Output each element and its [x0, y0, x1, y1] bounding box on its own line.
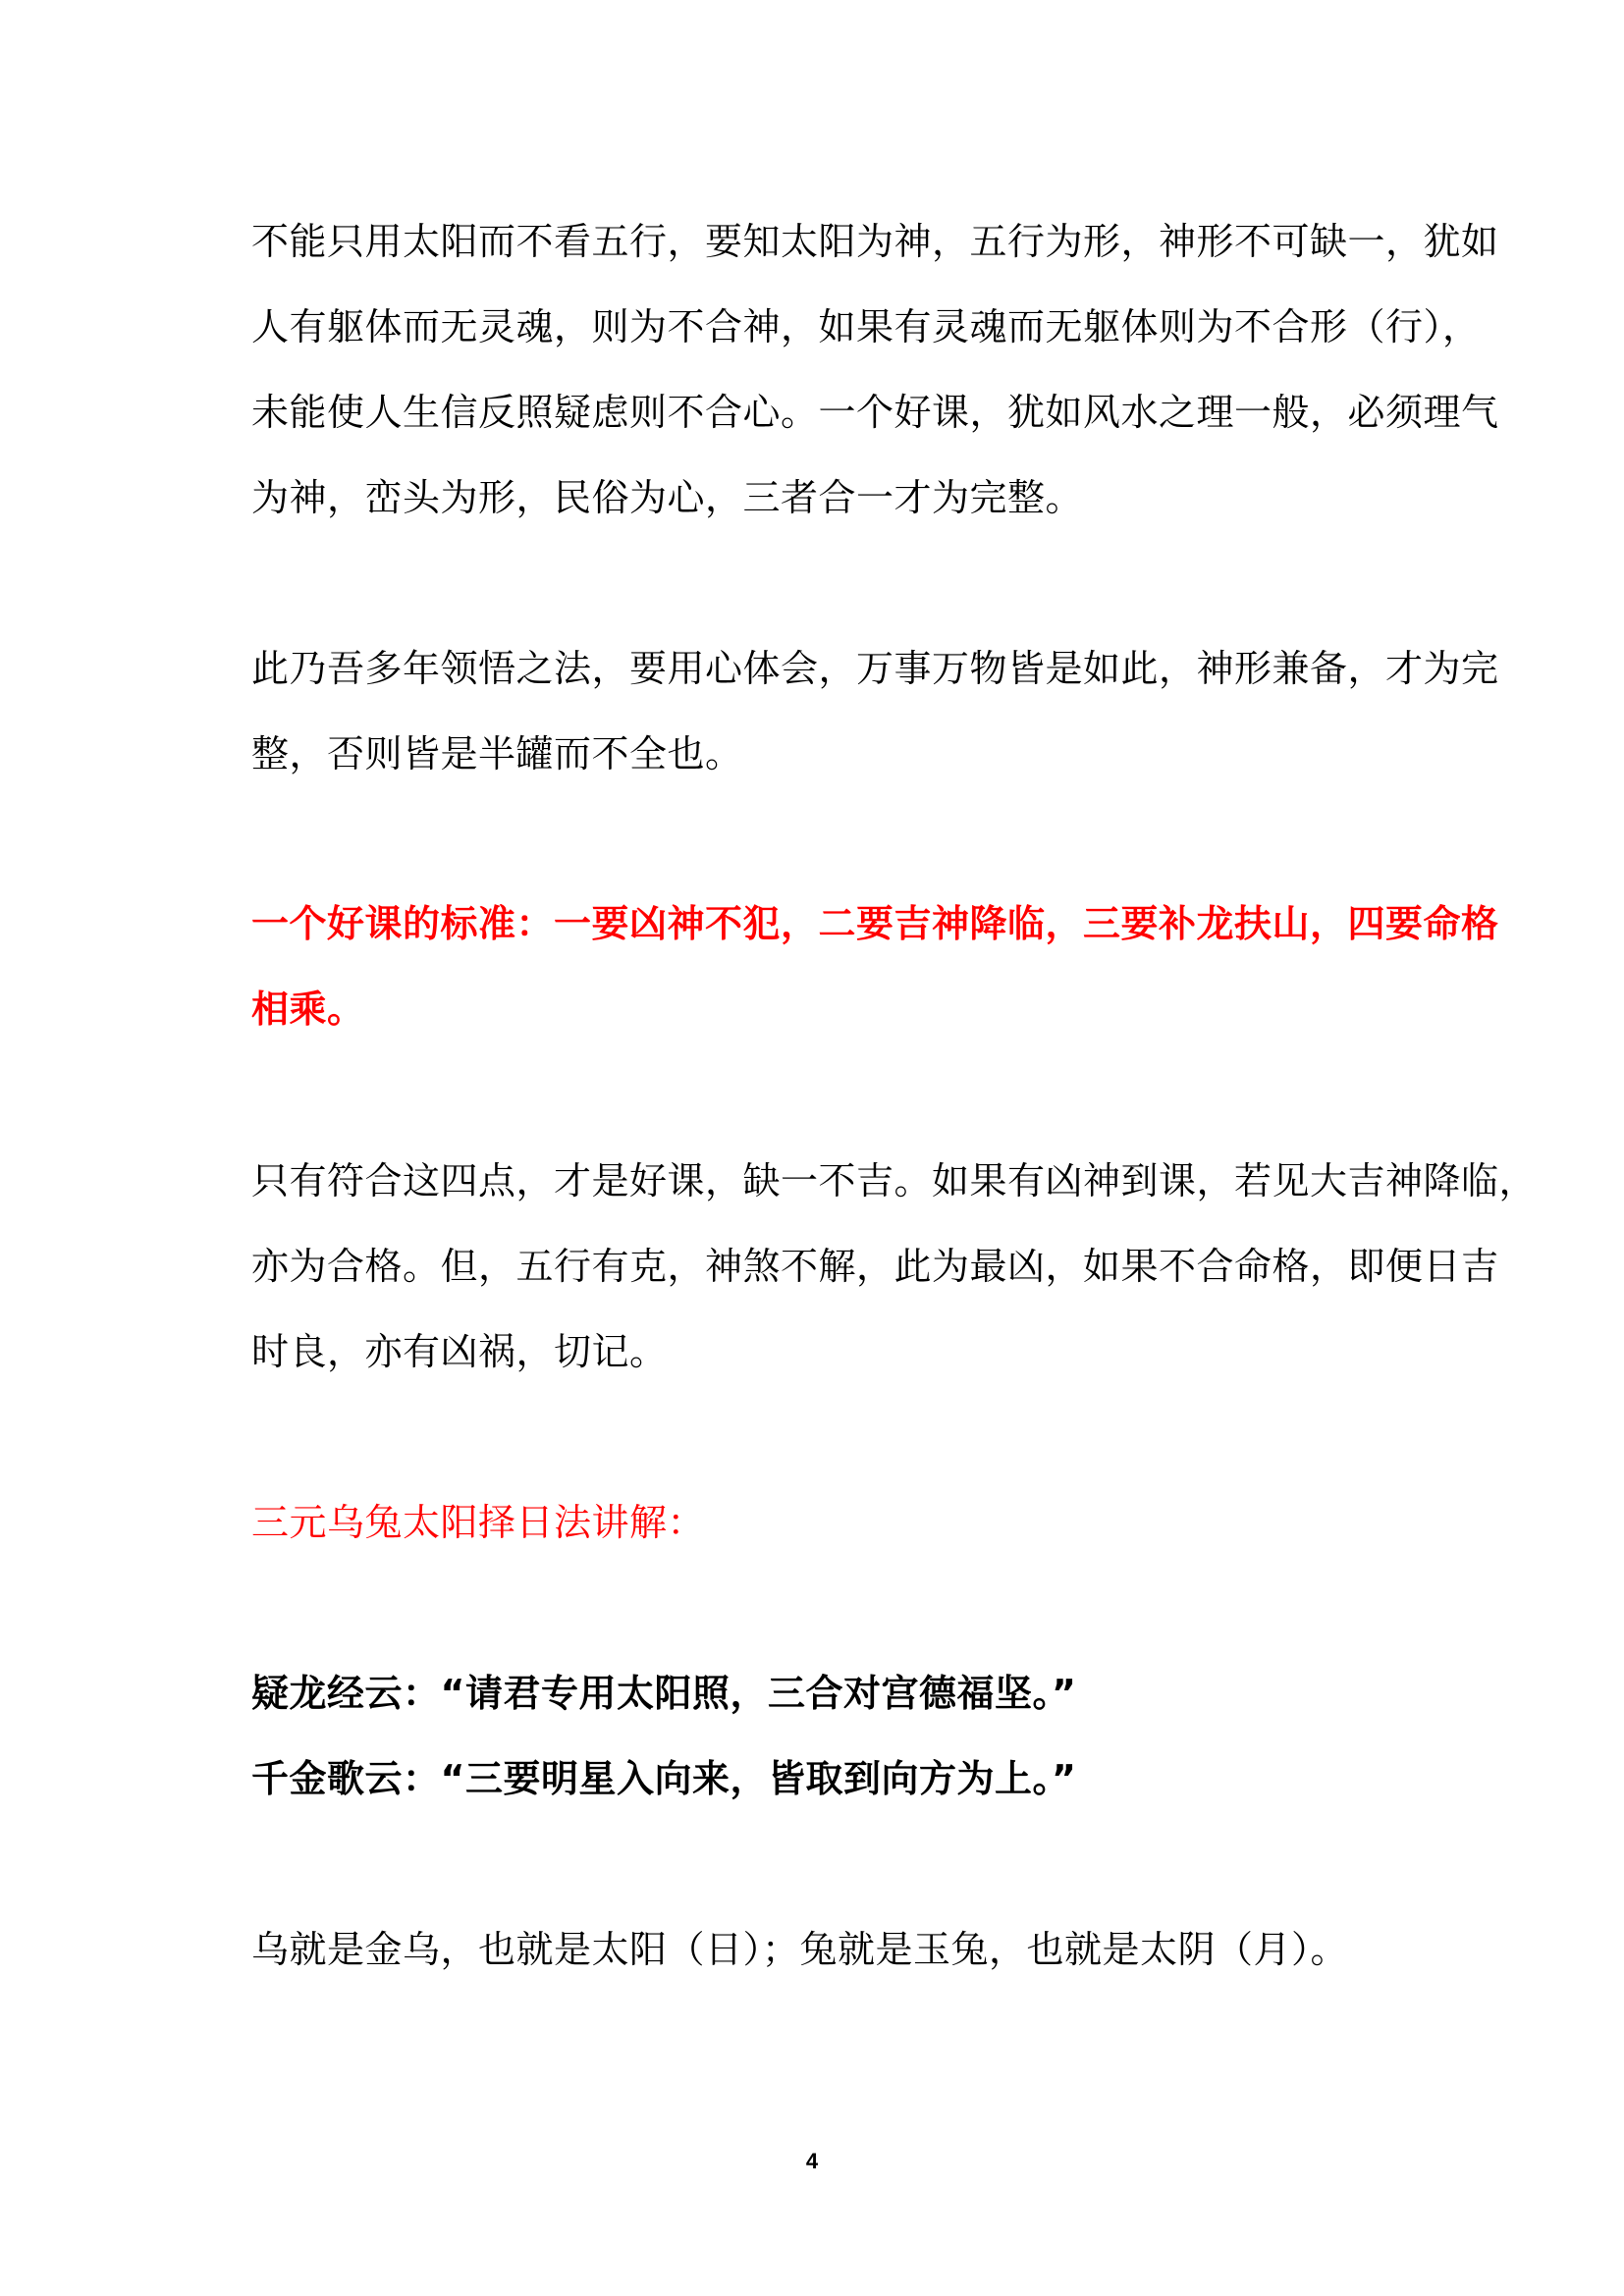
text-line: 人有躯体而无灵魂，则为不合神，如果有灵魂而无躯体则为不合形（行）， — [251, 305, 1481, 348]
quote-qianjinge: 千金歌云：“三要明星入向来，皆取到向方为上。” — [251, 1757, 1077, 1800]
quote-yilongjing: 疑龙经云：“请君专用太阳照，三合对宫德福坚。” — [251, 1672, 1077, 1715]
text-line: 时良，亦有凶祸，切记。 — [251, 1330, 668, 1373]
heading-text: 三元乌兔太阳择日法讲解： — [251, 1501, 706, 1544]
text-line: 此乃吾多年领悟之法，要用心体会，万事万物皆是如此，神形兼备，才为完 — [251, 647, 1499, 690]
text-line: 未能使人生信反照疑虑则不合心。一个好课，犹如风水之理一般，必须理气 — [251, 391, 1499, 434]
paragraph-experience — [251, 626, 1528, 797]
text-line: 整，否则皆是半罐而不全也。 — [251, 732, 743, 775]
text-line: 一个好课的标准：一要凶神不犯，二要吉神降临，三要补龙扶山，四要命格 — [251, 902, 1499, 945]
quotes-block — [251, 1651, 1528, 1822]
paragraph-wu-tu — [251, 1907, 1528, 1993]
page-number: 4 — [805, 2149, 819, 2173]
paragraph-shen-xing — [251, 199, 1528, 541]
text-line: 乌就是金乌，也就是太阳（日）；兔就是玉兔，也就是太阴（月）。 — [251, 1928, 1349, 1971]
text-line: 不能只用太阳而不看五行，要知太阳为神，五行为形，神形不可缺一，犹如 — [251, 220, 1499, 263]
text-line: 亦为合格。但，五行有克，神煞不解，此为最凶，如果不合命格，即便日吉 — [251, 1245, 1499, 1288]
section-heading — [251, 1480, 1528, 1566]
paragraph-standard-highlight — [251, 881, 1528, 1052]
text-line: 为神，峦头为形，民俗为心，三者合一才为完整。 — [251, 476, 1084, 519]
text-line: 相乘。 — [251, 988, 365, 1031]
text-line: 只有符合这四点，才是好课，缺一不吉。如果有凶神到课，若见大吉神降临， — [251, 1159, 1538, 1202]
paragraph-four-points — [251, 1139, 1538, 1395]
